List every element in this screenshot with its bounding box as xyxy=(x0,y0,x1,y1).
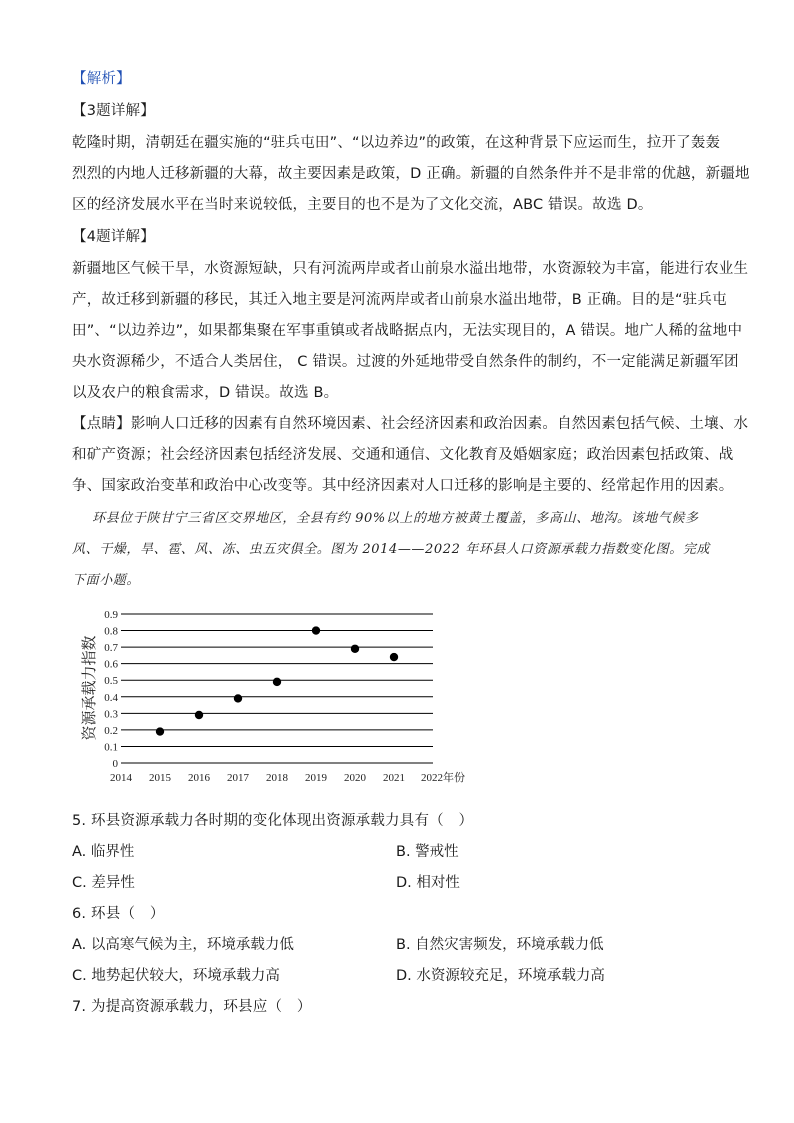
x-tick-label: 2015 xyxy=(149,772,171,784)
data-point xyxy=(234,694,242,702)
data-point xyxy=(273,678,281,686)
q4-text-line: 央水资源稀少，不适合人类居住， C 错误。过渡的外延地带受自然条件的制约，不一定能满足新疆军团 xyxy=(72,354,739,370)
tips-text-line: 争、国家政治变革和政治中心改变等。其中经济因素对人口迁移的影响是主要的、经常起作用的因素。 xyxy=(72,478,734,494)
question-5-option-b[interactable]: B. 警戒性 xyxy=(396,844,459,860)
question-5-option-c[interactable]: C. 差异性 xyxy=(72,875,135,891)
tips-heading: 【点睛】 xyxy=(72,416,131,432)
x-tick-label: 2020 xyxy=(344,772,366,784)
question-7-stem: 7. 为提高资源承载力，环县应（ ） xyxy=(72,999,312,1015)
question-6-option-c[interactable]: C. 地势起伏较大，环境承载力高 xyxy=(72,968,280,984)
x-tick-label: 2022年份 xyxy=(421,772,465,784)
data-point xyxy=(195,711,203,719)
y-tick-label: 0.9 xyxy=(104,609,118,621)
intro-line: 风、干燥，旱、雹、风、冻、虫五灾俱全。图为 2014——2022 年环县人口资源承载力指数变化图。完成 xyxy=(72,542,711,557)
y-tick-labels xyxy=(104,609,118,770)
y-tick-label: 0.1 xyxy=(104,741,118,754)
resource-capacity-chart xyxy=(72,598,492,793)
x-tick-label: 2018 xyxy=(266,772,288,784)
y-tick-label: 0.2 xyxy=(104,724,118,737)
data-point xyxy=(156,727,164,735)
q3-text-line: 烈烈的内地人迁移新疆的大幕，故主要因素是政策，D 正确。新疆的自然条件并不是非常的优越，新疆地 xyxy=(72,166,750,182)
q3-heading: 【3题详解】 xyxy=(72,103,155,119)
y-tick-label: 0.6 xyxy=(104,658,118,671)
x-tick-label: 2014 xyxy=(110,772,132,784)
y-tick-label: 0.7 xyxy=(104,642,118,655)
y-tick-label: 0.8 xyxy=(104,625,118,638)
tips-text-line: 和矿产资源；社会经济因素包括经济发展、交通和通信、文化教育及婚姻家庭；政治因素包括政策、战 xyxy=(72,447,734,463)
q4-text-line: 新疆地区气候干旱，水资源短缺，只有河流两岸或者山前泉水溢出地带，水资源较为丰富，能进行农业生 xyxy=(72,261,749,277)
q4-text-line: 以及农户的粮食需求，D 错误。故选 B。 xyxy=(72,385,339,401)
q3-text-line: 乾隆时期，清朝廷在疆实施的“驻兵屯田”、“以边养边”的政策，在这种背景下应运而生，拉开了轰轰 xyxy=(72,135,721,151)
data-points xyxy=(156,626,398,735)
tips-first-line xyxy=(72,412,748,433)
chart-gridlines xyxy=(121,614,433,763)
intro-line: 环县位于陕甘宁三省区交界地区，全县有约 90%以上的地方被黄土覆盖，多高山、地沟。该地气候多 xyxy=(92,511,699,526)
x-tick-label: 2021 xyxy=(383,772,405,784)
q3-text-line: 区的经济发展水平在当时来说较低，主要目的也不是为了文化交流，ABC 错误。故选 D。 xyxy=(72,197,653,213)
question-6-option-b[interactable]: B. 自然灾害频发，环境承载力低 xyxy=(396,937,604,953)
q4-text-line: 田”、“以边养边”，如果都集聚在军事重镇或者战略据点内，无法实现目的，A 错误。地广人稀的盆地中 xyxy=(72,323,743,339)
question-5-stem: 5. 环县资源承载力各时期的变化体现出资源承载力具有（ ） xyxy=(72,813,474,829)
y-tick-label: 0.5 xyxy=(104,675,118,688)
question-5-option-a[interactable]: A. 临界性 xyxy=(72,844,135,860)
data-point xyxy=(390,653,398,661)
x-tick-label: 2016 xyxy=(188,772,210,784)
intro-line: 下面小题。 xyxy=(72,573,141,588)
q4-heading: 【4题详解】 xyxy=(72,229,155,245)
question-6-option-a[interactable]: A. 以高寒气候为主，环境承载力低 xyxy=(72,937,294,953)
q4-text-line: 产，故迁移到新疆的移民，其迁入地主要是河流两岸或者山前泉水溢出地带，B 正确。目的是“驻兵屯 xyxy=(72,292,727,308)
question-5-option-d[interactable]: D. 相对性 xyxy=(396,875,460,891)
data-point xyxy=(351,645,359,653)
x-tick-label: 2019 xyxy=(305,772,327,784)
y-axis-label: 资源承载力指数 xyxy=(82,635,98,741)
x-tick-label: 2017 xyxy=(227,772,249,784)
question-6-stem: 6. 环县（ ） xyxy=(72,906,165,922)
y-tick-label: 0.3 xyxy=(104,708,118,721)
y-tick-label: 0 xyxy=(112,758,118,770)
x-tick-labels xyxy=(110,770,465,784)
tips-text: 影响人口迁移的因素有自然环境因素、社会经济因素和政治因素。自然因素包括气候、土壤、水 xyxy=(130,416,749,432)
y-tick-label: 0.4 xyxy=(104,691,118,704)
question-6-option-d[interactable]: D. 水资源较充足，环境承载力高 xyxy=(396,968,605,984)
data-point xyxy=(312,626,320,634)
analysis-heading: 【解析】 xyxy=(72,71,131,87)
